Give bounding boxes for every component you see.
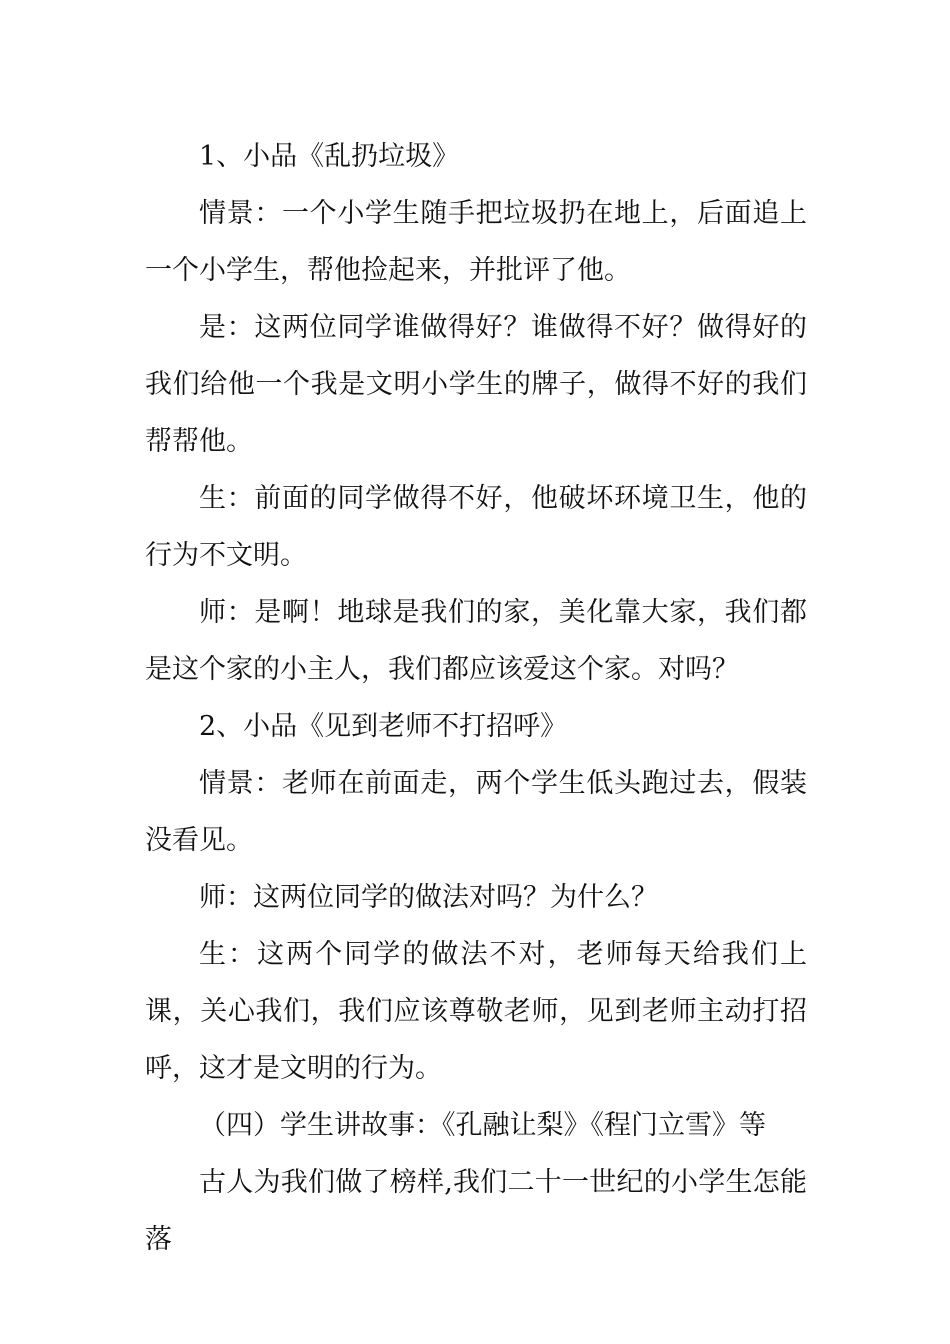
skit-2-teacher-question: 师：这两位同学的做法对吗？为什么？ [199, 882, 658, 913]
skit-1-student-answer: 生：前面的同学做得不好，他破坏环境卫生，他的行为不文明。 [145, 483, 807, 571]
document-body [145, 128, 807, 1268]
skit-1-title: 1、小品《乱扔垃圾》 [199, 141, 460, 172]
closing-paragraph: 古人为我们做了榜样,我们二十一世纪的小学生怎能落 [145, 1167, 807, 1255]
skit-2-scenario: 情景：老师在前面走，两个学生低头跑过去，假装没看见。 [145, 768, 807, 856]
skit-2-title: 2、小品《见到老师不打招呼》 [199, 711, 568, 742]
skit-1-scenario: 情景：一个小学生随手把垃圾扔在地上，后面追上一个小学生，帮他捡起来，并批评了他。 [145, 198, 807, 286]
skit-2-student-answer: 生：这两个同学的做法不对，老师每天给我们上课，关心我们，我们应该尊敬老师，见到老师主动打招呼，这才是文明的行为。 [145, 939, 807, 1084]
skit-1-teacher-question: 是：这两位同学谁做得好？谁做得不好？做得好的我们给他一个我是文明小学生的牌子，做得不好的我们帮帮他。 [145, 312, 807, 457]
skit-1-teacher-summary: 师：是啊！地球是我们的家，美化靠大家，我们都是这个家的小主人，我们都应该爱这个家。对吗？ [145, 597, 807, 685]
section-4-heading: （四）学生讲故事：《孔融让梨》《程门立雪》等 [199, 1110, 766, 1141]
